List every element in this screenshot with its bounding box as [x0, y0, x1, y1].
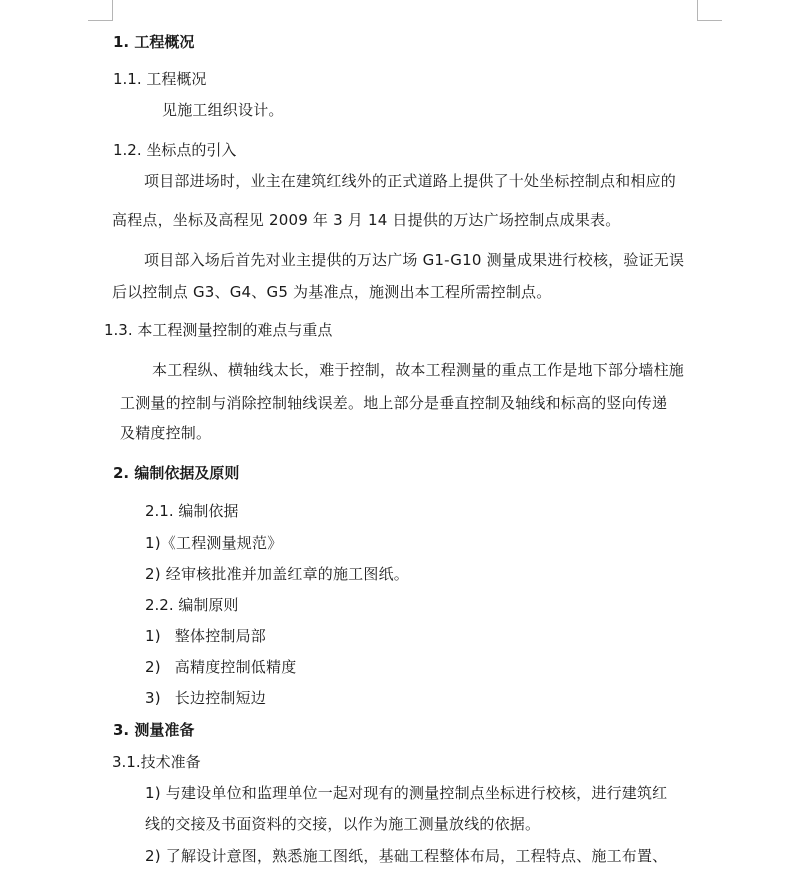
- list-text: 长边控制短边: [174, 689, 266, 707]
- heading-section-2-2: 2.2. 编制原则: [145, 596, 239, 614]
- paragraph-line: 项目部入场后首先对业主提供的万达广场 G1-G10 测量成果进行校核，验证无误: [144, 251, 685, 269]
- paragraph-line: 后以控制点 G3、G4、G5 为基准点，施测出本工程所需控制点。: [112, 283, 552, 301]
- crop-mark-top-left: [112, 0, 113, 20]
- heading-section-1: 1. 工程概况: [113, 33, 195, 51]
- list-number: 1): [145, 627, 161, 645]
- list-item-line: 1) 与建设单位和监理单位一起对现有的测量控制点坐标进行校核，进行建筑红: [145, 784, 668, 802]
- paragraph-line: 高程点，坐标及高程见 2009 年 3 月 14 日提供的万达广场控制点成果表。: [112, 211, 621, 229]
- crop-mark-top-left: [88, 20, 113, 21]
- crop-mark-top-right: [697, 0, 698, 20]
- heading-section-1-2: 1.2. 坐标点的引入: [113, 141, 237, 159]
- paragraph: 见施工组织设计。: [162, 101, 284, 119]
- list-item: 2) 经审核批准并加盖红章的施工图纸。: [145, 565, 409, 583]
- list-number: 2): [145, 658, 161, 676]
- list-text: 整体控制局部: [174, 627, 266, 645]
- list-item: [145, 688, 266, 708]
- list-item: [145, 657, 296, 677]
- paragraph-line: 项目部进场时，业主在建筑红线外的正式道路上提供了十处坐标控制点和相应的: [144, 172, 677, 190]
- heading-section-2-1: 2.1. 编制依据: [145, 502, 239, 520]
- paragraph-line: 及精度控制。: [120, 424, 212, 442]
- list-text: 高精度控制低精度: [174, 658, 297, 676]
- crop-mark-top-right: [697, 20, 722, 21]
- heading-section-1-3: 1.3. 本工程测量控制的难点与重点: [104, 321, 333, 339]
- heading-section-3-1: 3.1.技术准备: [112, 753, 201, 771]
- list-number: 3): [145, 689, 161, 707]
- list-item-line: 2) 了解设计意图，熟悉施工图纸，基础工程整体布局，工程特点、施工布置、: [145, 847, 668, 865]
- list-item-line: 线的交接及书面资料的交接，以作为施工测量放线的依据。: [145, 815, 541, 833]
- paragraph-line: 工测量的控制与消除控制轴线误差。地上部分是垂直控制及轴线和标高的竖向传递: [120, 394, 668, 412]
- list-item: [145, 626, 266, 646]
- heading-section-1-1: 1.1. 工程概况: [113, 70, 207, 88]
- heading-section-2: 2. 编制依据及原则: [113, 464, 240, 482]
- list-item: 1)《工程测量规范》: [145, 534, 283, 552]
- heading-section-3: 3. 测量准备: [113, 721, 195, 739]
- paragraph-line: 本工程纵、横轴线太长，难于控制，故本工程测量的重点工作是地下部分墙柱施: [152, 361, 685, 379]
